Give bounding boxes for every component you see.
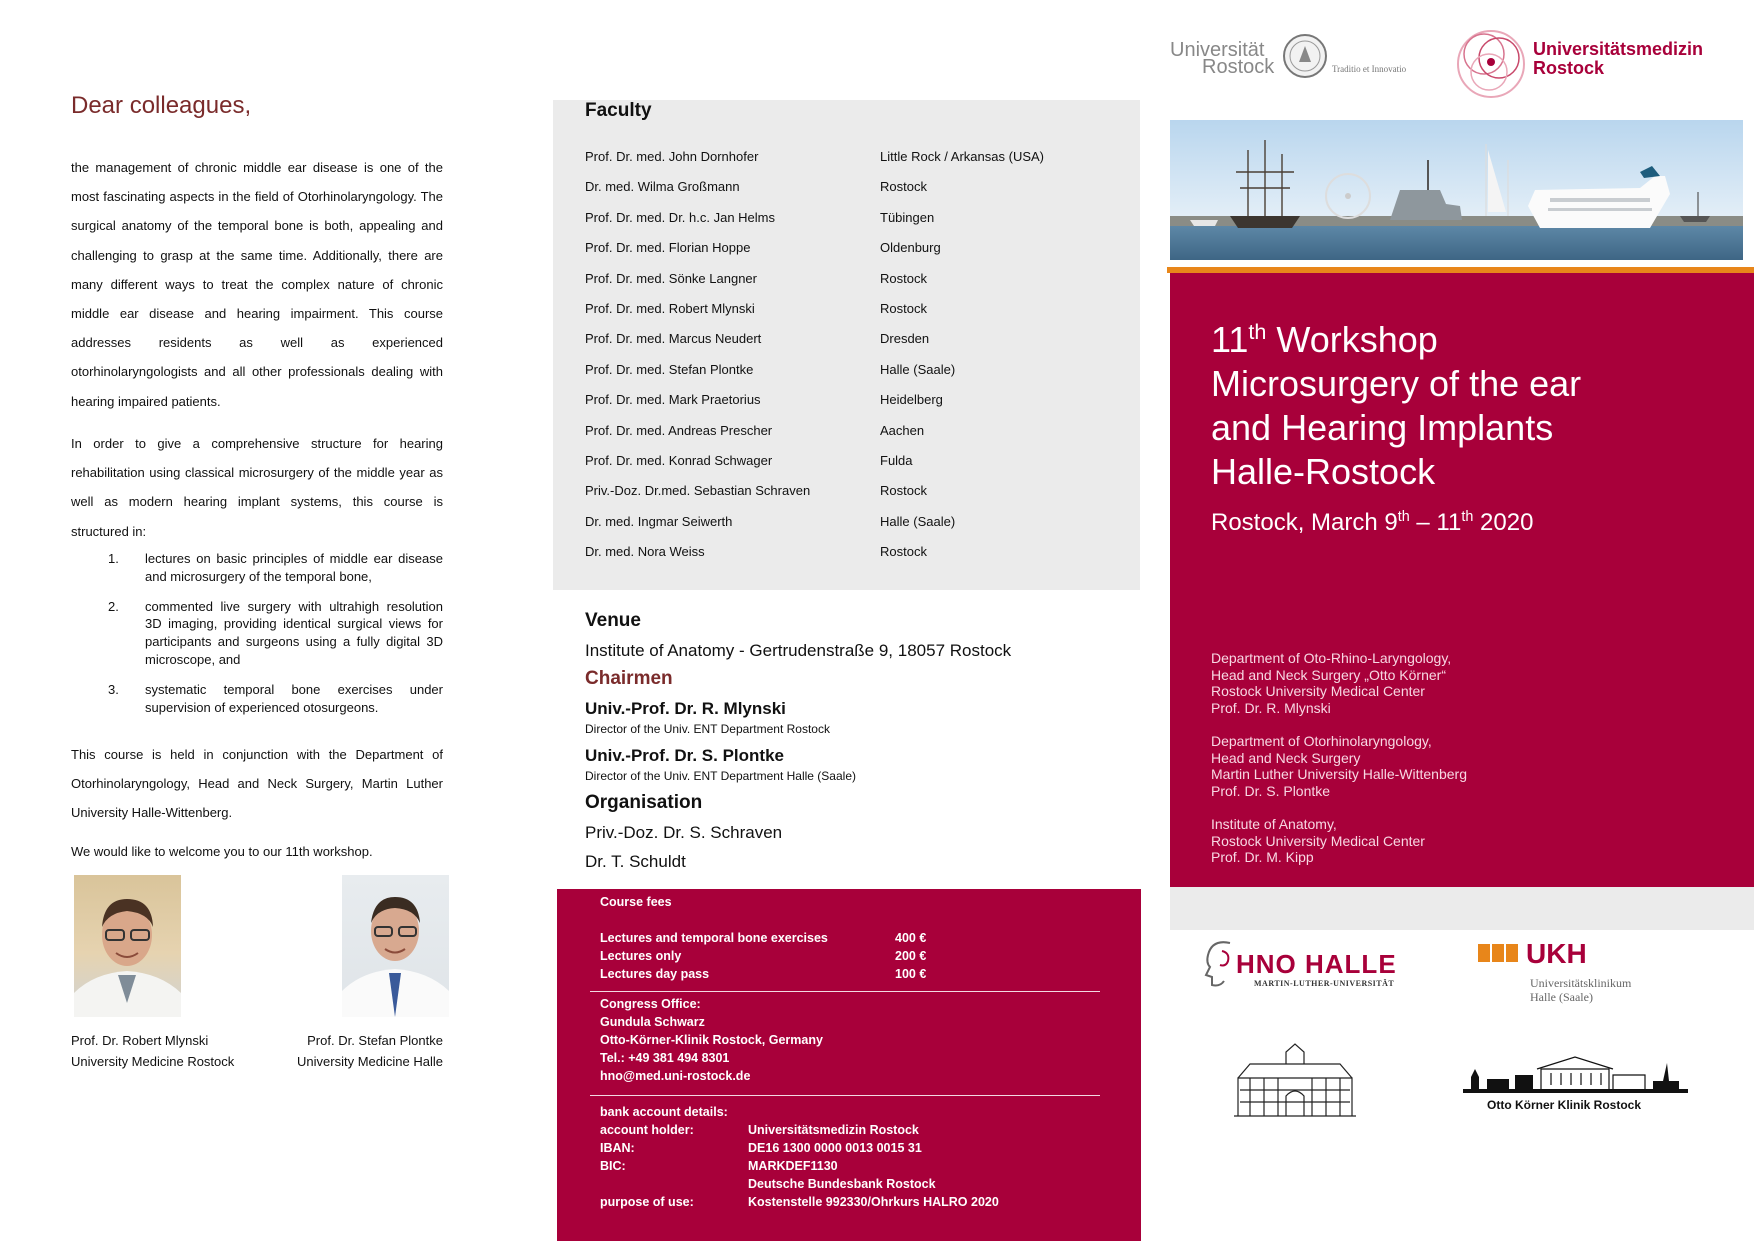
logo-text: Rostock <box>1533 58 1605 78</box>
faculty-name: Prof. Dr. med. Mark Praetorius <box>585 392 761 408</box>
faculty-name: Prof. Dr. med. Sönke Langner <box>585 270 757 286</box>
faculty-row <box>585 544 1105 564</box>
chairman-2-role: Director of the Univ. ENT Department Halle (Saale) <box>585 769 856 783</box>
portrait-photo-mlynski <box>74 875 181 1017</box>
ukh-bar-icon <box>1506 944 1518 962</box>
dept-line: Head and Neck Surgery <box>1211 749 1361 766</box>
ordinal-suffix: th <box>1461 509 1474 525</box>
faculty-name: Prof. Dr. med. Robert Mlynski <box>585 301 755 316</box>
bank-value: Kostenstelle 992330/Ohrkurs HALRO 2020 <box>748 1195 999 1209</box>
faculty-row <box>585 210 1105 230</box>
list-number: 1. <box>108 551 119 566</box>
fee-price: 200 € <box>895 949 927 963</box>
department-halle-ent <box>1211 733 1467 799</box>
venue-address: Institute of Anatomy - Gertrudenstraße 9, 18057 Rostock <box>585 641 1012 660</box>
faculty-row <box>585 149 1105 169</box>
workshop-title <box>1211 310 1581 494</box>
title-line-1: Workshop <box>1266 319 1438 360</box>
faculty-row <box>585 331 1105 351</box>
university-seal-icon <box>1282 32 1328 80</box>
faculty-city: Rostock <box>880 270 927 286</box>
anatomy-building-drawing <box>1230 1040 1360 1120</box>
congress-office-heading: Congress Office: <box>600 997 701 1011</box>
title-line-4: Halle-Rostock <box>1211 451 1436 492</box>
logo-text: HNO HALLE <box>1236 949 1397 979</box>
faculty-city: Rostock <box>880 301 927 316</box>
dept-line: Martin Luther University Halle-Wittenberg <box>1211 766 1467 783</box>
institute-of-anatomy <box>1211 816 1425 866</box>
fee-label: Lectures only <box>600 949 682 963</box>
divider <box>590 1095 1100 1096</box>
logo-subtext: MARTIN-LUTHER-UNIVERSITÄT <box>1254 979 1395 988</box>
faculty-city: Oldenburg <box>880 240 941 256</box>
congress-office-clinic: Otto-Körner-Klinik Rostock, Germany <box>600 1033 823 1047</box>
divider <box>590 991 1100 992</box>
universitaetsmedizin-rostock-logo <box>1451 24 1721 104</box>
bank-heading: bank account details: <box>600 1105 728 1119</box>
caption-name: Prof. Dr. Robert Mlynski <box>71 1033 209 1048</box>
faculty-row <box>585 514 1105 534</box>
caption-institution: University Medicine Rostock <box>71 1054 235 1069</box>
chairman-1-role: Director of the Univ. ENT Department Rostock <box>585 722 830 736</box>
fee-price: 400 € <box>895 931 927 945</box>
hno-halle-logo <box>1200 935 1430 995</box>
logo-text: Rostock <box>1202 56 1275 78</box>
faculty-city: Halle (Saale) <box>880 361 956 377</box>
bank-value: MARKDEF1130 <box>748 1159 838 1173</box>
list-number: 2. <box>108 598 119 614</box>
faculty-row <box>585 423 1105 443</box>
faculty-city: Dresden <box>880 331 930 347</box>
footer-strip <box>1170 887 1754 930</box>
list-text: commented live surgery with ultrahigh resolution 3D imaging, providing identical surgical views for participants and surgeons using a fully digital 3D microscope, and <box>145 598 443 667</box>
dept-line: Head and Neck Surgery „Otto Körner“ <box>1211 666 1446 683</box>
fees-heading: Course fees <box>600 895 672 909</box>
congress-office-contact: Gundula Schwarz <box>600 1015 705 1029</box>
faculty-name: Dr. med. Ingmar Seiwerth <box>585 513 733 529</box>
umed-emblem-icon <box>1451 24 1531 104</box>
list-text: lectures on basic principles of middle ear disease and microsurgery of the temporal bone, <box>145 551 443 584</box>
organisation-heading: Organisation <box>585 792 703 813</box>
dept-line: Rostock University Medical Center <box>1211 683 1425 700</box>
faculty-city: Aachen <box>880 422 925 438</box>
logo-text: Otto Körner Klinik Rostock <box>1487 1098 1642 1112</box>
letter-paragraph-3: This course is held in conjunction with the Department of Otorhinolaryngology, Head and Neck Surgery, Martin Luther University Halle-Wittenberg. <box>71 747 443 821</box>
faculty-name: Dr. med. Wilma Großmann <box>585 179 740 195</box>
dept-line: Rostock University Medical Center <box>1211 832 1425 849</box>
faculty-row <box>585 362 1105 382</box>
faculty-name: Priv.-Doz. Dr.med. Sebastian Schraven <box>585 483 811 499</box>
chairmen-heading: Chairmen <box>585 668 673 689</box>
congress-office-email[interactable]: hno@med.uni-rostock.de <box>600 1069 751 1083</box>
faculty-row <box>585 271 1105 291</box>
course-structure-list <box>71 550 443 728</box>
caption-institution: University Medicine Halle <box>297 1054 443 1069</box>
faculty-city: Halle (Saale) <box>880 513 956 529</box>
workshop-date <box>1211 509 1533 537</box>
title-line-2: Microsurgery of the ear <box>1211 363 1582 404</box>
list-item <box>71 598 443 669</box>
faculty-city: Little Rock / Arkansas (USA) <box>880 149 1044 164</box>
faculty-row <box>585 179 1105 199</box>
portrait-caption-mlynski <box>71 1030 234 1072</box>
logo-text: UKH <box>1526 938 1587 969</box>
faculty-city: Rostock <box>880 544 927 560</box>
chairman-2-name: Univ.-Prof. Dr. S. Plontke <box>585 746 784 765</box>
faculty-row <box>585 392 1105 412</box>
list-item <box>71 681 443 717</box>
portrait-caption-plontke <box>290 1030 443 1072</box>
bank-label: account holder: <box>600 1123 694 1137</box>
letter-paragraph-4: We would like to welcome you to our 11th workshop. <box>71 844 373 859</box>
rostock-harbor-photo <box>1170 120 1743 260</box>
logo-text: Universität <box>1170 39 1265 61</box>
logo-motto: Traditio et Innovatio <box>1332 64 1407 74</box>
ukh-bar-icon <box>1492 944 1504 962</box>
faculty-city: Rostock <box>880 483 927 499</box>
logo-text: Universitätsmedizin <box>1533 39 1704 59</box>
department-rostock-ent <box>1211 650 1451 716</box>
venue-heading: Venue <box>585 610 641 631</box>
faculty-city: Fulda <box>880 453 913 468</box>
bank-label: purpose of use: <box>600 1195 694 1209</box>
date-part: 2020 <box>1473 509 1534 536</box>
faculty-name: Dr. med. Nora Weiss <box>585 544 705 560</box>
portrait-photo-plontke <box>342 875 449 1017</box>
date-part: – 11 <box>1409 509 1462 536</box>
bank-value: Universitätsmedizin Rostock <box>748 1123 919 1137</box>
organiser-2: Dr. T. Schuldt <box>585 852 686 871</box>
dept-line: Prof. Dr. R. Mlynski <box>1211 699 1331 716</box>
dept-line: Prof. Dr. S. Plontke <box>1211 782 1331 799</box>
dept-line: Prof. Dr. M. Kipp <box>1211 849 1314 866</box>
list-item <box>71 550 443 586</box>
congress-office-phone: Tel.: +49 381 494 8301 <box>600 1051 730 1065</box>
faculty-name: Prof. Dr. med. Dr. h.c. Jan Helms <box>585 209 775 225</box>
letter-paragraph-2: In order to give a comprehensive structure for hearing rehabilitation using classical microsurgery of the middle year as well as modern hearing implant systems, this course is structured in: <box>71 436 443 539</box>
faculty-name: Prof. Dr. med. Konrad Schwager <box>585 453 773 468</box>
bank-label: IBAN: <box>600 1141 635 1155</box>
letter-greeting: Dear colleagues, <box>71 92 252 119</box>
dept-line: Department of Oto-Rhino-Laryngology, <box>1211 650 1452 666</box>
faculty-name: Prof. Dr. med. Florian Hoppe <box>585 240 751 256</box>
universitaet-rostock-logo <box>1170 32 1410 82</box>
fee-price: 100 € <box>895 967 927 981</box>
logo-subtext: Halle (Saale) <box>1530 990 1593 1004</box>
ukh-bar-icon <box>1478 944 1490 962</box>
ukh-logo <box>1478 940 1658 1008</box>
chairman-1-name: Univ.-Prof. Dr. R. Mlynski <box>585 699 786 718</box>
list-number: 3. <box>108 681 119 697</box>
logo-subtext: Universitätsklinikum <box>1530 976 1632 990</box>
letter-paragraph-1: the management of chronic middle ear disease is one of the most fascinating aspects in the field of Otorhinolaryngology. The surgical anatomy of the temporal bone is both, appealing and challenging to grasp at the same time. Additionally, there are many different ways to treat the complex nature of chronic middle ear disease and hearing impairment. This course addresses residents as well as experienced otorhinolaryngologists and all other professionals dealing with hearing impaired patients. <box>71 160 443 409</box>
course-fees-panel <box>557 889 1141 1241</box>
faculty-row <box>585 453 1105 473</box>
dept-line: Institute of Anatomy, <box>1211 816 1337 832</box>
faculty-name: Prof. Dr. med. John Dornhofer <box>585 149 759 164</box>
faculty-name: Prof. Dr. med. Stefan Plontke <box>585 361 754 377</box>
ordinal-suffix: th <box>1248 319 1267 344</box>
faculty-row <box>585 301 1105 321</box>
bank-value: DE16 1300 0000 0013 0015 31 <box>748 1141 922 1155</box>
faculty-name: Prof. Dr. med. Marcus Neudert <box>585 331 762 347</box>
faculty-row <box>585 483 1105 503</box>
caption-name: Prof. Dr. Stefan Plontke <box>307 1033 443 1048</box>
fee-label: Lectures and temporal bone exercises <box>600 931 828 945</box>
dept-line: Department of Otorhinolaryngology, <box>1211 733 1432 749</box>
ordinal-suffix: th <box>1397 509 1410 525</box>
title-line-3: and Hearing Implants <box>1211 407 1554 448</box>
bank-label: BIC: <box>600 1159 626 1173</box>
list-text: systematic temporal bone exercises under supervision of experienced otosurgeons. <box>145 681 443 715</box>
faculty-row <box>585 240 1105 260</box>
faculty-city: Heidelberg <box>880 392 943 408</box>
otto-koerner-klinik-drawing <box>1463 1055 1688 1115</box>
faculty-city: Tübingen <box>880 209 935 225</box>
organiser-1: Priv.-Doz. Dr. S. Schraven <box>585 823 783 842</box>
fee-label: Lectures day pass <box>600 967 710 981</box>
faculty-city: Rostock <box>880 179 927 195</box>
date-part: Rostock, March 9 <box>1211 509 1398 536</box>
bank-value: Deutsche Bundesbank Rostock <box>748 1177 936 1191</box>
faculty-heading: Faculty <box>585 100 652 121</box>
workshop-number: 11 <box>1211 319 1249 360</box>
faculty-name: Prof. Dr. med. Andreas Prescher <box>585 422 773 438</box>
